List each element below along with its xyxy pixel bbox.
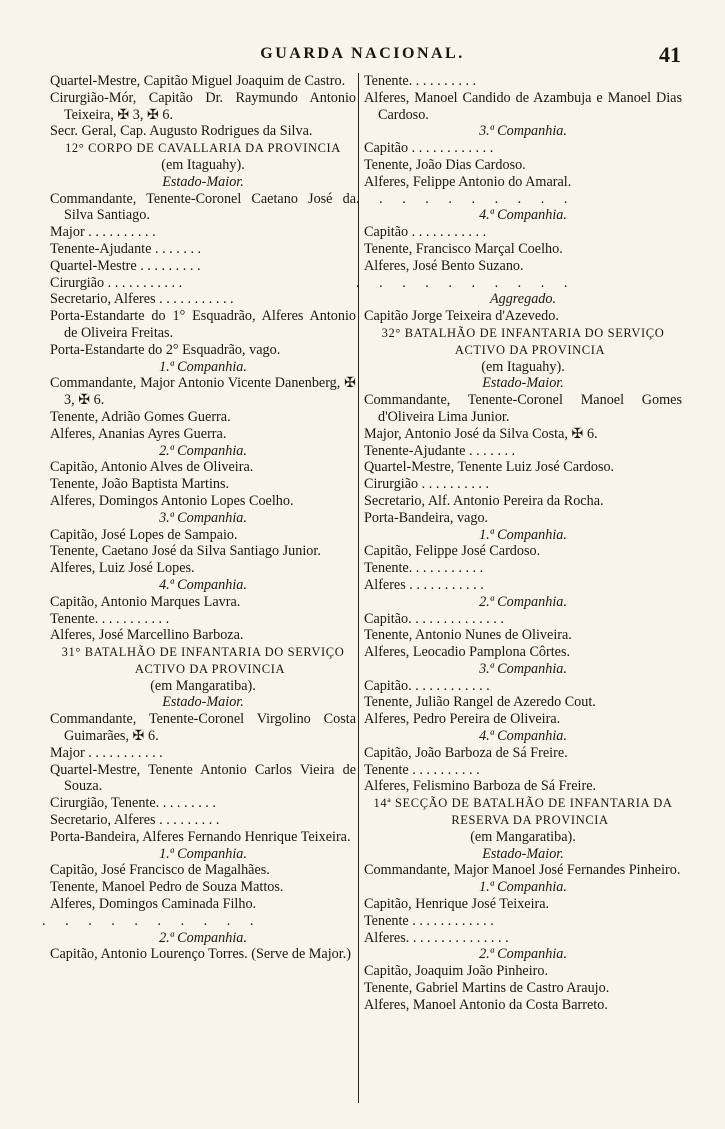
section-subheading: Estado-Maior. bbox=[162, 173, 244, 190]
entry-line: Tenente . . . . . . . . . . . . bbox=[364, 912, 494, 929]
entry-line: Alferes, Felismino Barboza de Sá Freire. bbox=[364, 778, 597, 795]
entry-line: Tenente, Antonio Nunes de Oliveira. bbox=[364, 627, 572, 644]
entry-line: Capitão, João Barboza de Sá Freire. bbox=[364, 744, 568, 761]
section-subheading: 2.ª Companhia. bbox=[159, 442, 247, 459]
unit-heading: 31° BATALHÃO DE INFANTARIA DO SERVIÇO ACTIVO DA PROVINCIA bbox=[61, 645, 345, 676]
entry-line: Alferes, José Bento Suzano. bbox=[364, 257, 524, 274]
entry-line: Tenente, Gabriel Martins de Castro Araujo. bbox=[364, 980, 610, 997]
entry-line: Tenente, Adrião Gomes Guerra. bbox=[50, 408, 231, 425]
entry-line: Alferes, Domingos Antonio Lopes Coelho. bbox=[50, 492, 294, 509]
left-column bbox=[42, 73, 356, 963]
section-subheading: 1.ª Companhia. bbox=[479, 879, 567, 896]
entry-line: Tenente. . . . . . . . . . . bbox=[364, 560, 484, 577]
entry-line: Secretario, Alferes . . . . . . . . . bbox=[50, 812, 220, 829]
right-column bbox=[356, 73, 682, 1014]
entry-line: Tenente . . . . . . . . . . bbox=[364, 761, 480, 778]
unit-location: (em Mangaratiba). bbox=[470, 828, 576, 845]
entry-line: Cirurgião, Tenente. . . . . . . . . bbox=[50, 795, 216, 812]
unit-heading: 12° CORPO DE CAVALLARIA DA PROVINCIA bbox=[65, 141, 341, 156]
entry-line: Capitão, Antonio Marques Lavra. bbox=[50, 593, 241, 610]
entry-line: Tenente-Ajudante . . . . . . . bbox=[50, 240, 202, 257]
column-divider bbox=[358, 73, 359, 1103]
entry-line: Major . . . . . . . . . . . bbox=[50, 744, 163, 761]
entry-line: Porta-Estandarte do 1° Esquadrão, Alferes Antonio de Oliveira Freitas. bbox=[50, 308, 356, 341]
entry-line: Alferes, José Marcellino Barboza. bbox=[50, 627, 244, 644]
entry-line: Alferes, Manoel Antonio da Costa Barreto. bbox=[364, 996, 608, 1013]
entry-line: Cirurgião . . . . . . . . . . . bbox=[50, 274, 183, 291]
entry-line: Tenente, João Dias Cardoso. bbox=[364, 156, 526, 173]
entry-line: Quartel-Mestre, Tenente Luiz José Cardoso. bbox=[364, 459, 615, 476]
section-subheading: 4.ª Companhia. bbox=[159, 576, 247, 593]
entry-line: Quartel-Mestre, Capitão Miguel Joaquim de Castro. bbox=[50, 73, 346, 89]
entry-line: Capitão, Antonio Alves de Oliveira. bbox=[50, 459, 254, 476]
entry-line: Capitão, Joaquim João Pinheiro. bbox=[364, 963, 549, 980]
dot-separator: . . . . . . . . . . bbox=[356, 190, 576, 207]
entry-line: Alferes, Pedro Pereira de Oliveira. bbox=[364, 711, 561, 728]
entry-line: Capitão, José Francisco de Magalhães. bbox=[50, 862, 270, 879]
entry-line: Alferes, Ananias Ayres Guerra. bbox=[50, 425, 227, 442]
entry-line: Secretario, Alf. Antonio Pereira da Rocha. bbox=[364, 492, 604, 509]
entry-line: Tenente. . . . . . . . . . . bbox=[50, 610, 170, 627]
section-subheading: 1.ª Companhia. bbox=[159, 358, 247, 375]
section-subheading: 1.ª Companhia. bbox=[159, 845, 247, 862]
entry-line: Porta-Estandarte do 2° Esquadrão, vago. bbox=[50, 341, 281, 358]
entry-line: Cirurgião-Mór, Capitão Dr. Raymundo Antonio Teixeira, ✠ 3, ✠ 6. bbox=[50, 89, 356, 123]
entry-line: Quartel-Mestre, Tenente Antonio Carlos Vieira de Souza. bbox=[50, 761, 356, 795]
section-subheading: Estado-Maior. bbox=[482, 375, 564, 392]
entry-line: Alferes, Domingos Caminada Filho. bbox=[50, 896, 257, 913]
entry-line: Porta-Bandeira, Alferes Fernando Henrique Teixeira. bbox=[50, 828, 351, 845]
entry-line: Commandante, Major Antonio Vicente Danenberg, ✠ 3, ✠ 6. bbox=[50, 375, 356, 409]
entry-line: Capitão. . . . . . . . . . . . bbox=[364, 677, 490, 694]
entry-line: Tenente-Ajudante . . . . . . . bbox=[364, 442, 516, 459]
entry-line: Capitão . . . . . . . . . . . . bbox=[364, 140, 494, 157]
entry-line: Tenente, Caetano José da Silva Santiago Junior. bbox=[50, 543, 321, 560]
entry-line: Tenente, Julião Rangel de Azeredo Cout. bbox=[364, 694, 596, 711]
dot-separator: . . . . . . . . . . bbox=[42, 912, 262, 929]
entry-line: Capitão, José Lopes de Sampaio. bbox=[50, 526, 238, 543]
entry-line: Porta-Bandeira, vago. bbox=[364, 509, 489, 526]
entry-line: Tenente, João Baptista Martins. bbox=[50, 476, 230, 493]
entry-line: Alferes . . . . . . . . . . . bbox=[364, 576, 484, 593]
page-header bbox=[40, 42, 685, 70]
entry-line: Alferes, Leocadio Pamplona Côrtes. bbox=[364, 644, 571, 661]
section-subheading: Aggregado. bbox=[489, 291, 557, 308]
entry-line: Tenente. . . . . . . . . . bbox=[364, 73, 477, 89]
section-subheading: 3.ª Companhia. bbox=[159, 509, 247, 526]
entry-line: Tenente, Manoel Pedro de Souza Mattos. bbox=[50, 879, 284, 896]
entry-line: Capitão, Felippe José Cardoso. bbox=[364, 543, 541, 560]
entry-line: Capitão. . . . . . . . . . . . . . bbox=[364, 610, 504, 627]
entry-line: Cirurgião . . . . . . . . . . bbox=[364, 476, 490, 493]
entry-line: Commandante, Tenente-Coronel Caetano José da Silva Santiago. bbox=[50, 190, 356, 224]
entry-line: Quartel-Mestre . . . . . . . . . bbox=[50, 257, 201, 274]
section-subheading: Estado-Maior. bbox=[162, 694, 244, 711]
unit-location: (em Mangaratiba). bbox=[150, 677, 256, 694]
dot-separator: . . . . . . . . . . bbox=[356, 274, 576, 291]
entry-line: Alferes. . . . . . . . . . . . . . . bbox=[364, 929, 509, 946]
running-title: GUARDA NACIONAL. bbox=[260, 45, 465, 62]
entry-line: Major, Antonio José da Silva Costa, ✠ 6. bbox=[364, 425, 598, 442]
entry-line: Alferes, Manoel Candido de Azambuja e Manoel Dias Cardoso. bbox=[364, 89, 682, 123]
entry-line: Major . . . . . . . . . . bbox=[50, 224, 156, 241]
page-number: 41 bbox=[659, 42, 681, 67]
section-subheading: 2.ª Companhia. bbox=[159, 929, 247, 946]
section-subheading: Estado-Maior. bbox=[482, 845, 564, 862]
entry-line: Commandante, Tenente-Coronel Manoel Gomes d'Oliveira Lima Junior. bbox=[364, 392, 682, 425]
unit-location: (em Itaguahy). bbox=[481, 358, 565, 375]
entry-line: Tenente, Francisco Marçal Coelho. bbox=[364, 240, 563, 257]
section-subheading: 1.ª Companhia. bbox=[479, 526, 567, 543]
unit-heading: 32° BATALHÃO DE INFANTARIA DO SERVIÇO ACTIVO DA PROVINCIA bbox=[381, 325, 665, 357]
section-subheading: 2.ª Companhia. bbox=[479, 593, 567, 610]
entry-line: Commandante, Major Manoel José Fernandes Pinheiro. bbox=[364, 862, 681, 879]
entry-line: Alferes, Luiz José Lopes. bbox=[50, 560, 195, 577]
entry-line: Capitão, Henrique José Teixeira. bbox=[364, 896, 550, 913]
section-subheading: 3.ª Companhia. bbox=[479, 123, 567, 140]
entry-line: Capitão, Antonio Lourenço Torres. (Serve de Major.) bbox=[50, 946, 351, 963]
entry-line: Secr. Geral, Cap. Augusto Rodrigues da Silva. bbox=[50, 123, 313, 140]
unit-location: (em Itaguahy). bbox=[161, 156, 245, 173]
entry-line: Alferes, Felippe Antonio do Amaral. bbox=[364, 173, 572, 190]
entry-line: Commandante, Tenente-Coronel Virgolino Costa Guimarães, ✠ 6. bbox=[50, 711, 356, 745]
section-subheading: 2.ª Companhia. bbox=[479, 946, 567, 963]
entry-line: Capitão Jorge Teixeira d'Azevedo. bbox=[364, 308, 559, 325]
entry-line: Capitão . . . . . . . . . . . bbox=[364, 224, 487, 241]
entry-line: Secretario, Alferes . . . . . . . . . . . bbox=[50, 291, 234, 308]
section-subheading: 4.ª Companhia. bbox=[479, 207, 567, 224]
section-subheading: 4.ª Companhia. bbox=[479, 728, 567, 745]
section-subheading: 3.ª Companhia. bbox=[479, 660, 567, 677]
unit-heading: 14ª SECÇÃO DE BATALHÃO DE INFANTARIA DA RESERVA DA PROVINCIA bbox=[373, 796, 673, 828]
